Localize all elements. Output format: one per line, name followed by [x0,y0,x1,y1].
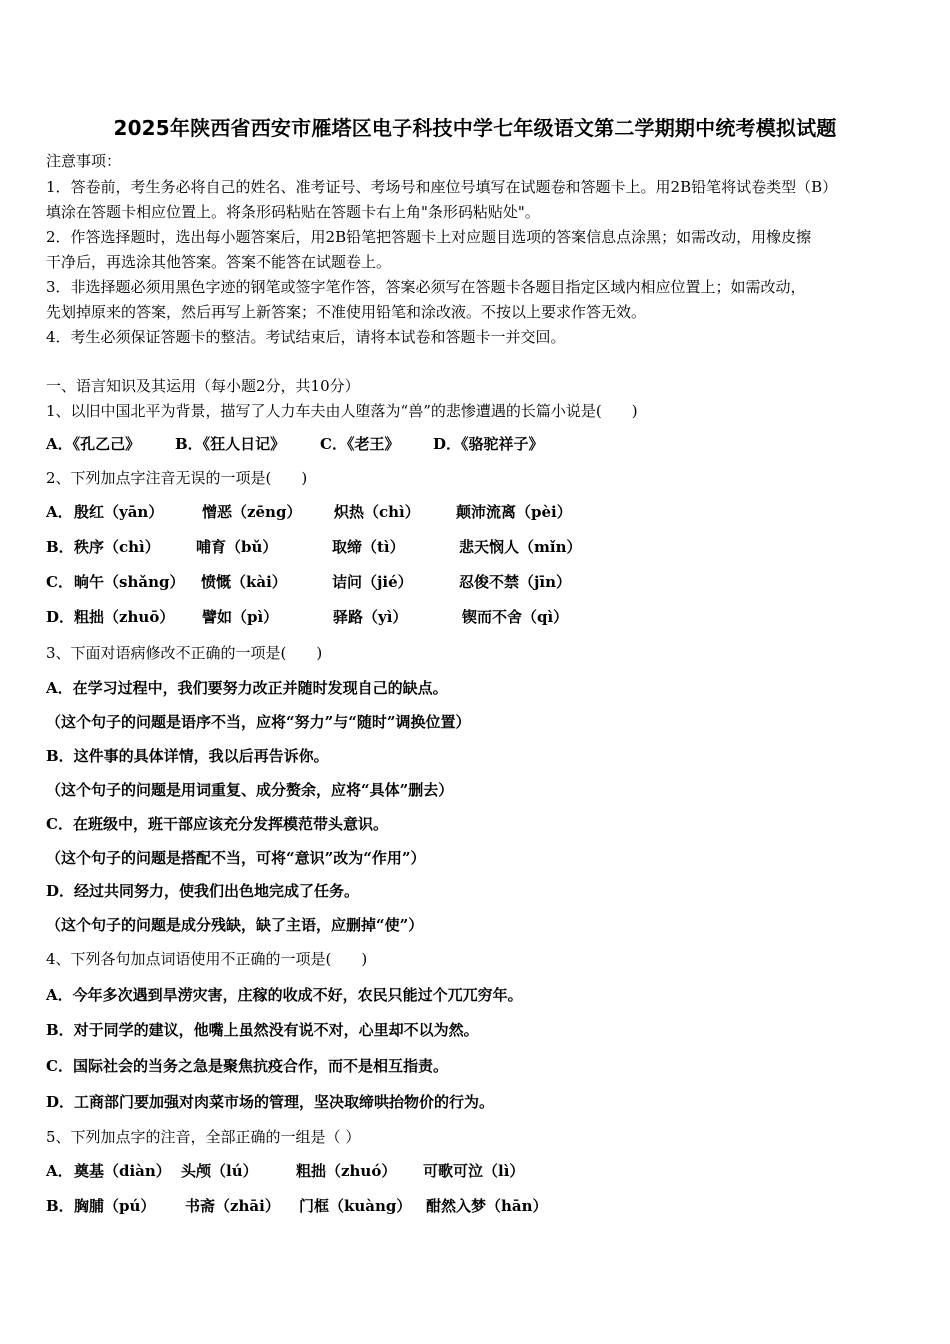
question-2-stem: 2、下列加点字注音无误的一项是( ) [46,469,308,487]
q4-option: A．今年多次遇到旱涝灾害，庄稼的收成不好，农民只能过个兀兀穷年。 [46,986,523,1004]
q3-option-sentence: A．在学习过程中，我们要努力改正并随时发现自己的缺点。 [46,679,448,697]
q5-row-a-item: 粗拙（zhuó） [296,1162,397,1180]
q5-row-b-item: 书斋（zhāi） [185,1197,280,1215]
q2-row-b-item: 秩序（chì） [74,538,160,556]
q5-row-a-item: 奠基（diàn） [74,1162,171,1180]
q5-row-a-item: 头颅（lú） [181,1162,258,1180]
q2-row-c-item: 晌午（shǎng） [74,573,185,591]
notice-line: 4．考生必须保证答题卡的整洁。考试结束后，请将本试卷和答题卡一并交回。 [46,328,566,346]
notice-line: 先划掉原来的答案，然后再写上新答案；不准使用铅笔和涂改液。不按以上要求作答无效。 [46,303,647,321]
q2-row-a-item: 殷红（yān） [74,503,164,521]
q4-option: D．工商部门要加强对肉菜市场的管理，坚决取缔哄抬物价的行为。 [46,1093,495,1111]
notice-line: 1．答卷前，考生务必将自己的姓名、准考证号、考场号和座位号填写在试题卷和答题卡上。用2B铅笔将试卷类型（B） [46,178,838,196]
q5-row-b-item: 酣然入梦（hān） [426,1197,548,1215]
q2-row-a-item: 憎恶（zēng） [202,503,302,521]
question-4-stem: 4、下列各句加点词语使用不正确的一项是( ) [46,950,368,968]
q2-row-b-item: 悲天悯人（mǐn） [459,538,582,556]
section-heading: 一、语言知识及其运用（每小题2分，共10分） [46,377,360,395]
q2-row-a-label: A． [46,503,73,521]
q2-row-a-item: 炽热（chì） [334,503,420,521]
notice-heading: 注意事项： [46,152,122,170]
q2-row-d-item: 譬如（pì） [202,608,279,626]
q2-row-c-label: C． [46,573,73,591]
q2-row-a-item: 颠沛流离（pèi） [456,503,572,521]
notice-line: 2．作答选择题时，选出每小题答案后，用2B铅笔把答题卡上对应题目选项的答案信息点涂黑；如需改动，用橡皮擦 [46,228,812,246]
q1-option-c: C．《老王》 [320,435,400,453]
q3-option-sentence: D．经过共同努力，使我们出色地完成了任务。 [46,882,360,900]
notice-line: 填涂在答题卡相应位置上。将条形码粘贴在答题卡右上角"条形码粘贴处"。 [46,203,540,221]
q3-option-note: （这个句子的问题是搭配不当，可将“意识”改为“作用”） [46,849,426,867]
q2-row-c-item: 愤慨（kài） [201,573,287,591]
q2-row-b-item: 取缔（tì） [332,538,405,556]
question-1-stem: 1、以旧中国北平为背景，描写了人力车夫由人堕落为“兽”的悲惨遭遇的长篇小说是( ) [46,402,638,420]
q2-row-d-label: D． [46,608,75,626]
q1-option-a: A．《孔乙己》 [46,435,141,453]
q1-option-b: B．《狂人日记》 [175,435,286,453]
q3-option-sentence: C．在班级中，班干部应该充分发挥模范带头意识。 [46,815,388,833]
q5-row-a-label: A． [46,1162,73,1180]
q2-row-b-item: 哺育（bǔ） [196,538,278,556]
q5-row-b-item: 胸脯（pú） [74,1197,156,1215]
q3-option-note: （这个句子的问题是成分残缺，缺了主语，应删掉“使”） [46,916,424,934]
notice-line: 3．非选择题必须用黑色字迹的钢笔或签字笔作答，答案必须写在答题卡各题目指定区域内相应位置上；如需改动， [46,278,806,296]
q2-row-c-item: 诘问（jié） [332,573,413,591]
q2-row-d-item: 驿路（yì） [333,608,408,626]
q4-option: C．国际社会的当务之急是聚焦抗疫合作，而不是相互指责。 [46,1057,448,1075]
q5-row-b-label: B． [46,1197,74,1215]
notice-line: 干净后，再选涂其他答案。答案不能答在试题卷上。 [46,253,392,271]
question-5-stem: 5、下列加点字的注音，全部正确的一组是（ ） [46,1128,361,1146]
exam-title: 2025年陕西省西安市雁塔区电子科技中学七年级语文第二学期期中统考模拟试题 [113,116,837,140]
q3-option-note: （这个句子的问题是用词重复、成分赘余，应将“具体”删去） [46,781,454,799]
q3-option-note: （这个句子的问题是语序不当，应将“努力”与“随时”调换位置） [46,713,471,731]
q5-row-a-item: 可歌可泣（lì） [423,1162,525,1180]
q2-row-d-item: 锲而不舍（qì） [462,608,569,626]
question-3-stem: 3、下面对语病修改不正确的一项是( ) [46,644,323,662]
q3-option-sentence: B．这件事的具体详情，我以后再告诉你。 [46,747,329,765]
q4-option: B．对于同学的建议，他嘴上虽然没有说不对，心里却不以为然。 [46,1021,479,1039]
q1-option-d: D．《骆驼祥子》 [433,435,544,453]
q2-row-c-item: 忍俊不禁（jīn） [459,573,572,591]
q2-row-b-label: B． [46,538,74,556]
q5-row-b-item: 门框（kuàng） [299,1197,412,1215]
q2-row-d-item: 粗拙（zhuō） [74,608,175,626]
